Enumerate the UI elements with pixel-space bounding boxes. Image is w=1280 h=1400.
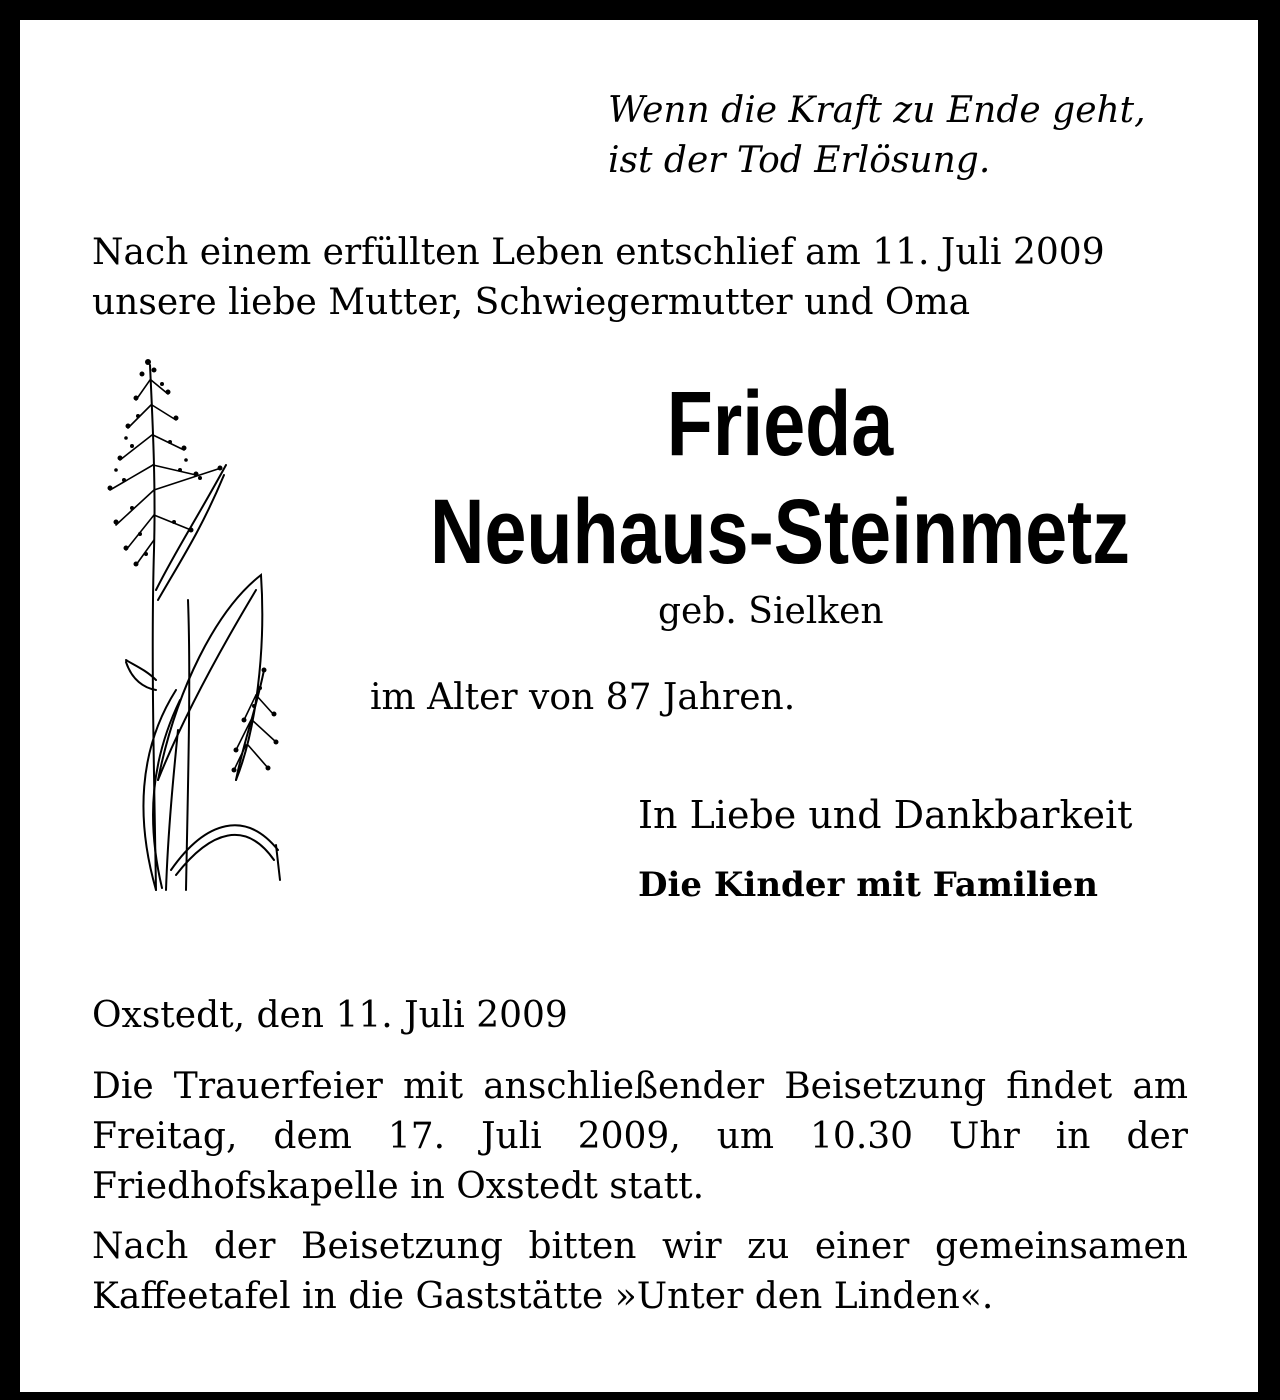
intro-text	[92, 228, 1105, 328]
first-name: Frieda	[666, 373, 894, 475]
signature: Die Kinder mit Familien	[638, 865, 1099, 905]
place-date: Oxstedt, den 11. Juli 2009	[92, 995, 568, 1036]
intro-line-1: Nach einem erfüllten Leben entschlief am 11. Juli 2009	[92, 232, 1105, 273]
motto-line-1: Wenn die Kraft zu Ende geht,	[608, 90, 1146, 131]
last-name: Neuhaus-Steinmetz	[429, 481, 1131, 583]
gathering-paragraph: Nach der Beisetzung bitten wir zu einer gemeinsamen Kaffeetafel in die Gaststätte »Unter den Linden«.	[92, 1226, 1188, 1317]
intro-line-2: unsere liebe Mutter, Schwiegermutter und Oma	[92, 282, 971, 323]
dedication: In Liebe und Dankbarkeit	[638, 793, 1133, 837]
birth-name: geb. Sielken	[658, 591, 884, 632]
motto-line-2: ist der Tod Erlösung.	[608, 140, 991, 181]
age-text: im Alter von 87 Jahren.	[370, 677, 796, 718]
grass-illustration-icon	[96, 350, 296, 900]
ceremony-paragraph: Die Trauerfeier mit anschließender Beisetzung findet am Freitag, dem 17. Juli 2009, um 10.30 Uhr in der Friedhofskapelle in Oxstedt statt.	[92, 1066, 1188, 1207]
motto	[608, 86, 1146, 186]
